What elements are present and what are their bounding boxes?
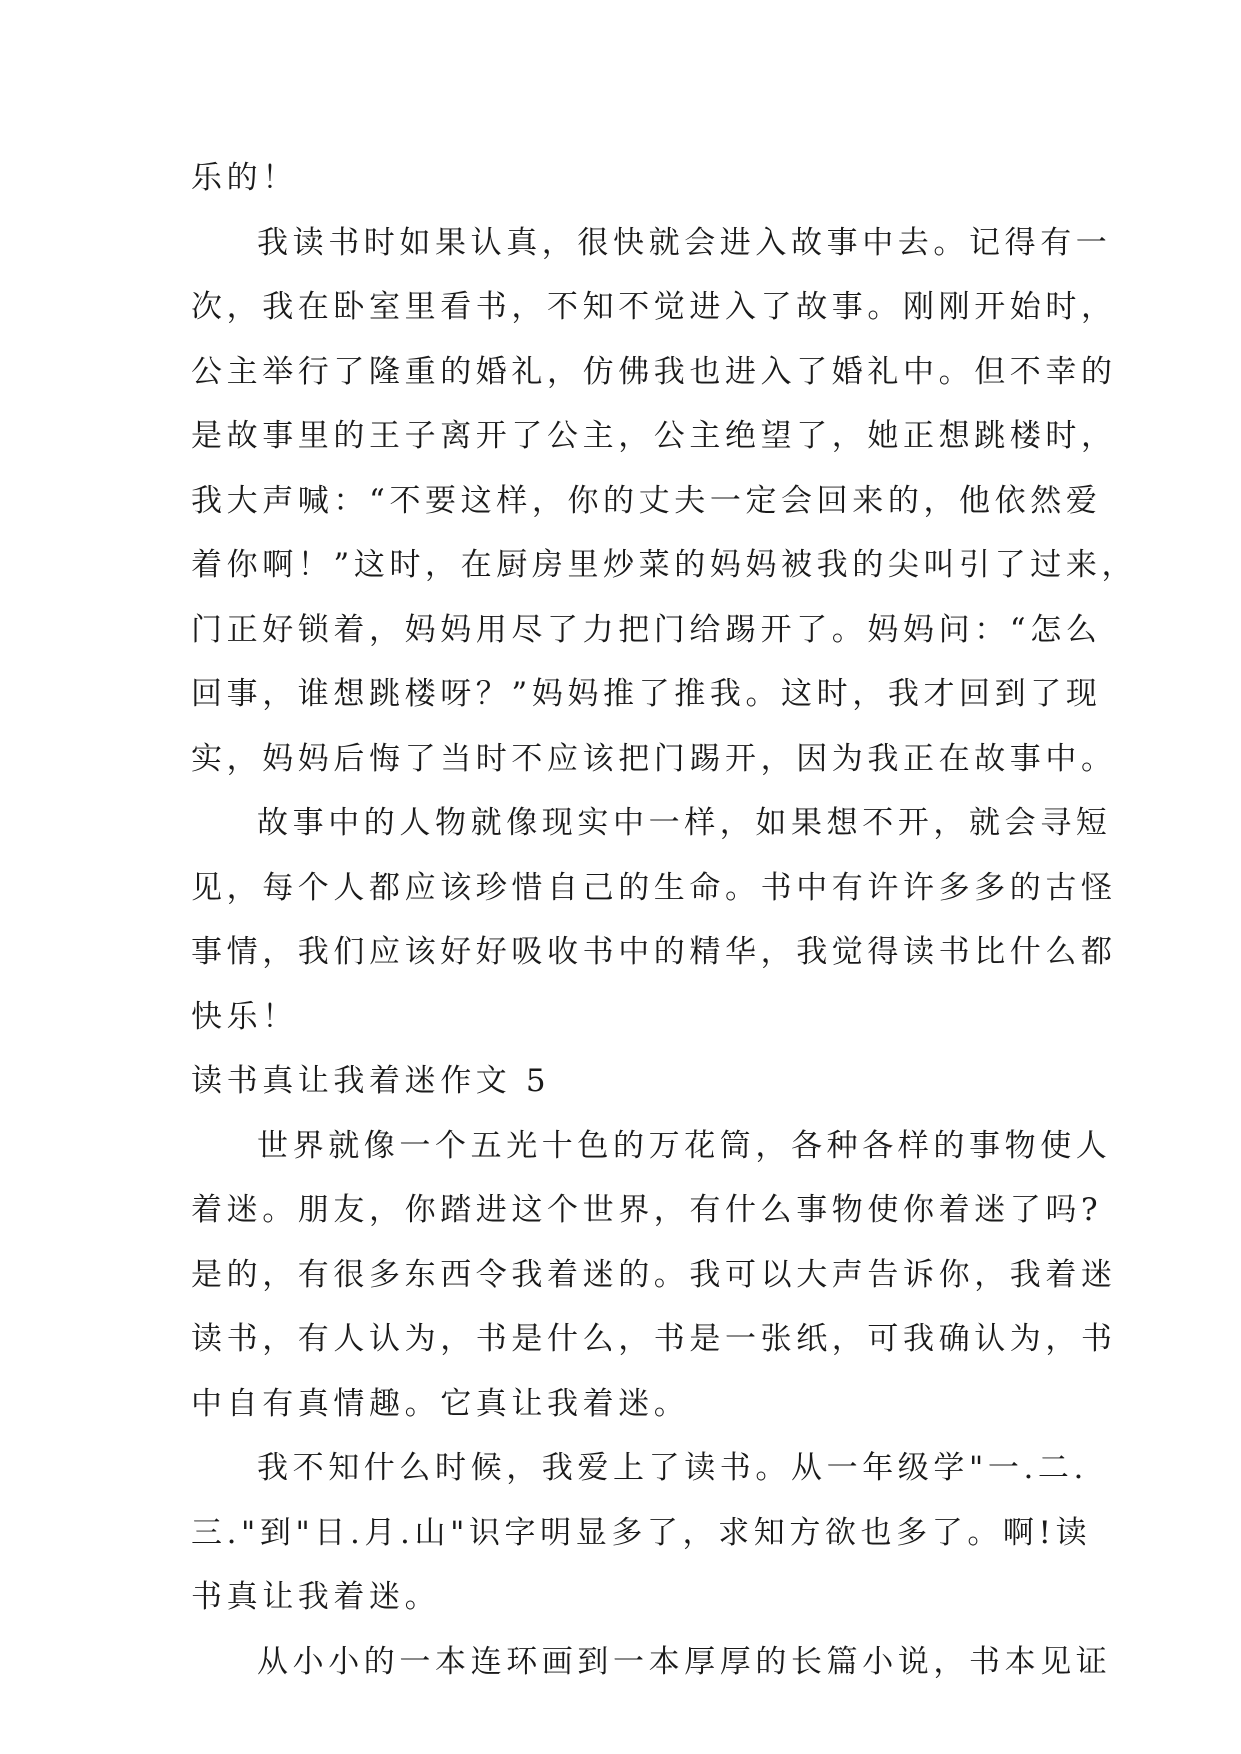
text-line: 是故事里的王子离开了公主，公主绝望了，她正想跳楼时， (191, 418, 1117, 454)
text-line: 三."到"日.月.山"识字明显多了，求知方欲也多了。啊!读 (191, 1514, 1092, 1551)
text-line: 我读书时如果认真，很快就会进入故事中去。记得有一 (257, 224, 1112, 261)
text-line: 着你啊！”这时，在厨房里炒菜的妈妈被我的尖叫引了过来， (191, 547, 1138, 583)
text-line: 实，妈妈后悔了当时不应该把门踢开，因为我正在故事中。 (191, 740, 1117, 777)
text-line: 我不知什么时候，我爱上了读书。从一年级学"一.二. (257, 1450, 1088, 1486)
text-line: 见，每个人都应该珍惜自己的生命。书中有许许多多的古怪 (191, 869, 1117, 906)
text-line: 世界就像一个五光十色的万花筒，各种各样的事物使人 (257, 1127, 1112, 1164)
document-body (191, 146, 1138, 1694)
text-line: 回事，谁想跳楼呀？”妈妈推了推我。这时，我才回到了现 (191, 676, 1102, 712)
text-line: 读书，有人认为，书是什么，书是一张纸，可我确认为，书 (191, 1321, 1117, 1357)
text-line: 书真让我着迷。 (191, 1579, 441, 1615)
text-line: 公主举行了隆重的婚礼，仿佛我也进入了婚礼中。但不幸的 (191, 353, 1117, 390)
text-line: 次，我在卧室里看书，不知不觉进入了故事。刚刚开始时， (191, 289, 1117, 325)
text-line: 故事中的人物就像现实中一样，如果想不开，就会寻短 (257, 805, 1112, 841)
text-line: 门正好锁着，妈妈用尽了力把门给踢开了。妈妈问：“怎么 (191, 611, 1102, 648)
text-line: 乐的！ (191, 160, 298, 196)
text-line: 从小小的一本连环画到一本厚厚的长篇小说，书本见证 (257, 1643, 1112, 1680)
text-line: 着迷。朋友，你踏进这个世界，有什么事物使你着迷了吗? (191, 1192, 1103, 1228)
text-line: 是的，有很多东西令我着迷的。我可以大声告诉你，我着迷 (191, 1256, 1117, 1293)
text-line: 中自有真情趣。它真让我着迷。 (191, 1385, 690, 1422)
section-heading: 读书真让我着迷作文 5 (191, 1063, 551, 1099)
text-line: 事情，我们应该好好吸收书中的精华，我觉得读书比什么都 (191, 934, 1117, 970)
text-line: 快乐！ (191, 998, 298, 1035)
text-line: 我大声喊：“不要这样，你的丈夫一定会回来的，他依然爱 (191, 482, 1102, 519)
